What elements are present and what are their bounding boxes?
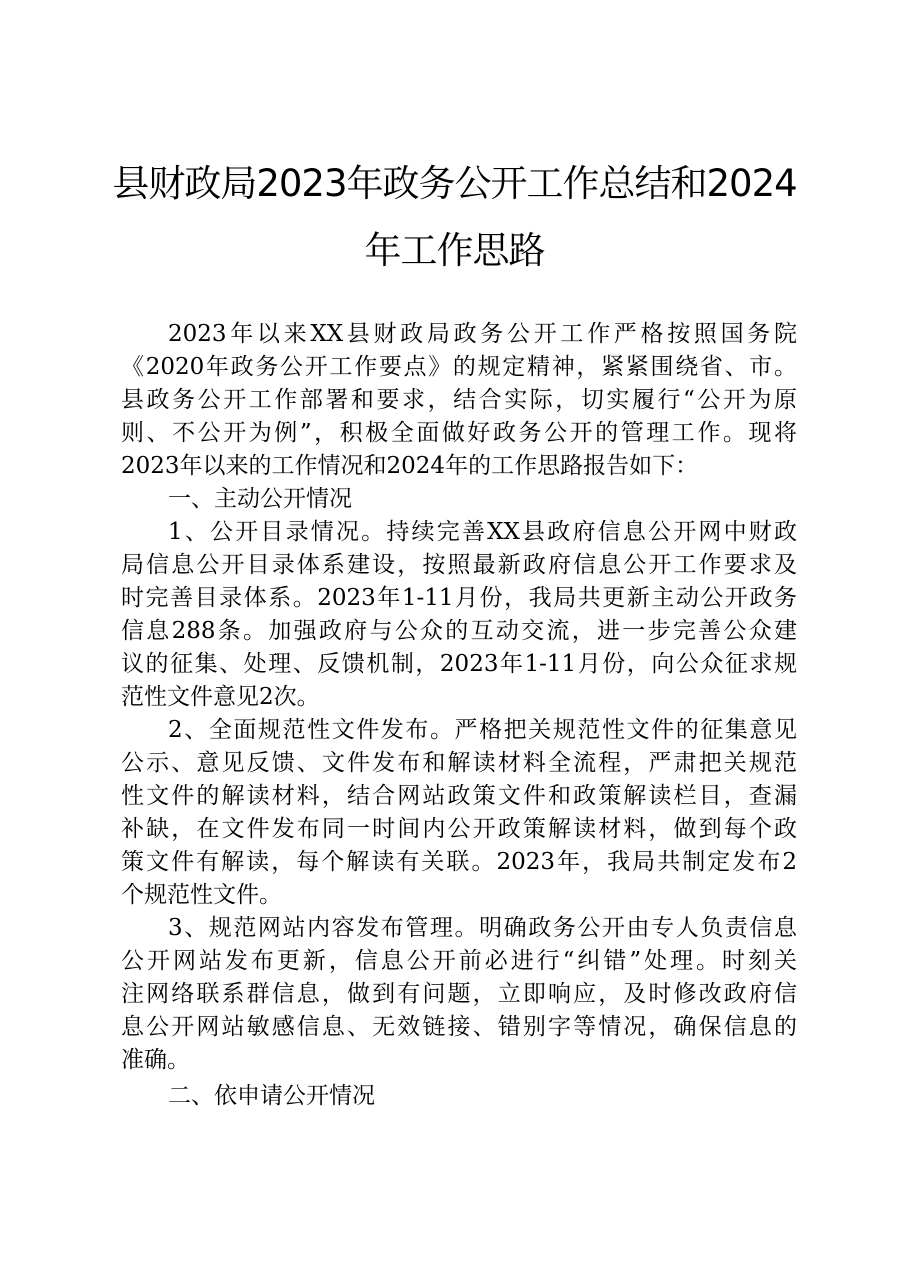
item2-line: 个规范性文件。 <box>121 882 282 908</box>
intro-line: 县政务公开工作部署和要求，结合实际，切实履行“公开为原 <box>121 387 797 413</box>
section-heading-1: 一、主动公开情况 <box>168 486 352 512</box>
item2-line: 性文件的解读材料，结合网站政策文件和政策解读栏目，查漏 <box>121 783 797 809</box>
item1-line: 时完善目录体系。2023年1-11月份，我局共更新主动公开政务 <box>121 585 797 611</box>
intro-line: 则、不公开为例”，积极全面做好政务公开的管理工作。现将 <box>121 420 797 446</box>
item3-line: 公开网站发布更新，信息公开前必进行“纠错”处理。时刻关 <box>121 948 797 974</box>
item3-line: 3、规范网站内容发布管理。明确政务公开由专人负责信息 <box>168 915 797 941</box>
document-title-line-1: 县财政局2023年政务公开工作总结和2024 <box>112 162 797 205</box>
intro-line: 2023年以来的工作情况和2024年的工作思路报告如下： <box>121 453 699 479</box>
item1-line: 1、公开目录情况。持续完善XX县政府信息公开网中财政 <box>168 519 797 545</box>
item3-line: 息公开网站敏感信息、无效链接、错别字等情况，确保信息的 <box>121 1014 797 1040</box>
item1-line: 信息288条。加强政府与公众的互动交流，进一步完善公众建 <box>121 618 797 644</box>
section-heading-2: 二、依申请公开情况 <box>168 1083 375 1109</box>
item1-line: 议的征集、处理、反馈机制，2023年1-11月份，向公众征求规 <box>121 651 797 677</box>
item2-line: 公示、意见反馈、文件发布和解读材料全流程，严肃把关规范 <box>121 750 797 776</box>
item2-line: 策文件有解读，每个解读有关联。2023年，我局共制定发布2 <box>121 849 797 875</box>
item1-line: 范性文件意见2次。 <box>121 684 320 710</box>
item3-line: 准确。 <box>121 1047 190 1073</box>
item2-line: 补缺，在文件发布同一时间内公开政策解读材料，做到每个政 <box>121 816 797 842</box>
item1-line: 局信息公开目录体系建设，按照最新政府信息公开工作要求及 <box>121 552 797 578</box>
intro-line: 2023年以来XX县财政局政务公开工作严格按照国务院 <box>168 321 797 347</box>
item3-line: 注网络联系群信息，做到有问题，立即响应，及时修改政府信 <box>121 981 797 1007</box>
intro-line: 《2020年政务公开工作要点》的规定精神，紧紧围绕省、市。 <box>121 354 797 380</box>
document-title-line-2: 年工作思路 <box>364 229 545 272</box>
item2-line: 2、全面规范性文件发布。严格把关规范性文件的征集意见 <box>168 717 797 743</box>
